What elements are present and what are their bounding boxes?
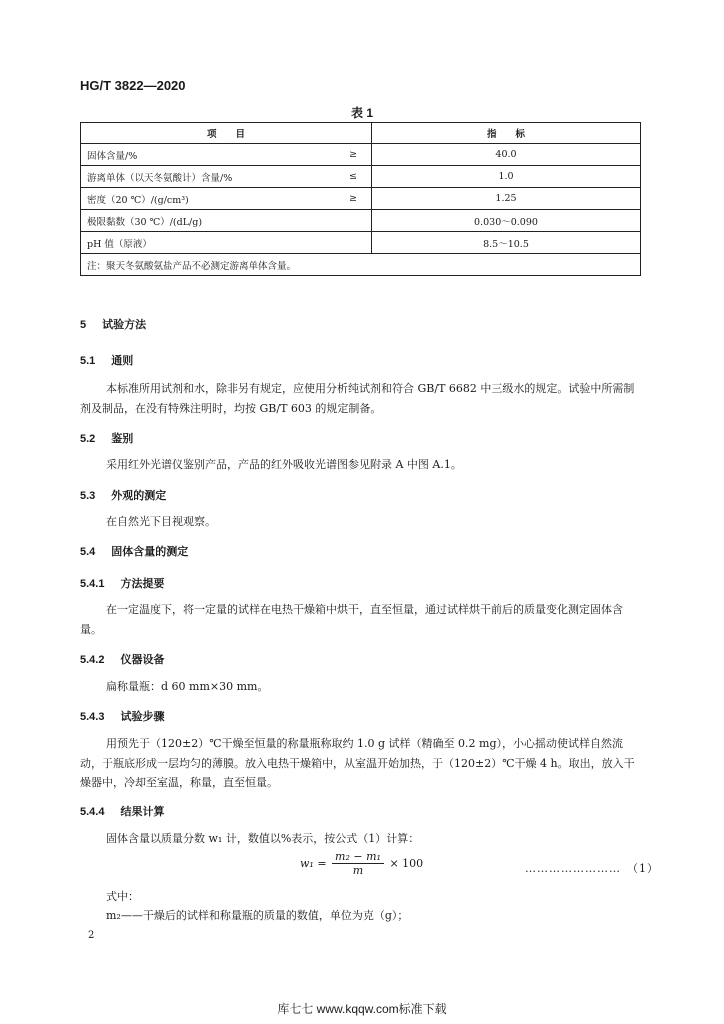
section-5-4-3-heading	[80, 708, 164, 724]
row-name: 极限黏数（30 ℃）/(dL/g)	[81, 210, 336, 232]
formula-label-line	[525, 860, 659, 876]
table-caption: 表 1	[350, 106, 373, 120]
page-number: 2	[88, 930, 95, 941]
section-title: 仪器设备	[120, 654, 165, 666]
table-note-row	[81, 254, 641, 276]
row-value: 1.25	[372, 188, 641, 210]
section-number: 5.4.4	[80, 806, 105, 818]
table-row	[81, 188, 641, 210]
formula-lhs: w₁ =	[300, 857, 327, 870]
row-value: 1.0	[372, 166, 641, 188]
row-symbol: ≥	[335, 188, 372, 210]
section-5-2-heading	[80, 430, 133, 446]
section-5-4-4-text: 固体含量以质量分数 w₁ 计，数值以%表示，按公式（1）计算：	[106, 832, 420, 845]
table-header-row	[81, 123, 641, 144]
where-intro: 式中：	[106, 890, 139, 903]
section-5-heading	[80, 316, 146, 332]
table-row	[81, 232, 641, 254]
section-title: 结果计算	[120, 806, 165, 818]
table-row	[81, 210, 641, 232]
section-number: 5.4.3	[80, 711, 105, 723]
row-symbol	[335, 210, 372, 232]
formula-label: （1）	[627, 862, 659, 875]
section-5-4-1-heading	[80, 575, 164, 591]
row-symbol: ≥	[335, 144, 372, 166]
section-title: 通则	[111, 355, 134, 367]
section-5-3-text: 在自然光下目视观察。	[106, 515, 216, 528]
section-number: 5.4	[80, 546, 96, 558]
row-name: 游离单体（以天冬氨酸计）含量/%	[81, 166, 336, 188]
section-number: 5	[80, 319, 87, 331]
table-row	[81, 144, 641, 166]
formula-denominator: m	[352, 864, 364, 877]
table-note: 注：聚天冬氨酸氨盐产品不必测定游离单体含量。	[81, 254, 641, 276]
row-symbol	[335, 232, 372, 254]
table-row	[81, 166, 641, 188]
section-number: 5.4.2	[80, 654, 105, 666]
row-name: 密度（20 ℃）/(g/cm³)	[81, 188, 336, 210]
section-title: 方法提要	[120, 578, 165, 590]
section-5-1-heading	[80, 352, 133, 368]
row-value: 40.0	[372, 144, 641, 166]
section-5-4-1-text: 在一定温度下，将一定量的试样在电热干燥箱中烘干，直至恒量，通过试样烘干前后的质量变化测定固体含量。	[80, 603, 623, 636]
section-5-4-2-heading	[80, 651, 164, 667]
section-5-4-2-text: 扁称量瓶：d 60 mm×30 mm。	[106, 680, 269, 693]
formula-dots: ……………………	[525, 862, 621, 875]
row-value: 0.030～0.090	[372, 210, 641, 232]
spec-table	[80, 122, 641, 276]
section-title: 外观的测定	[111, 490, 167, 502]
where-m2-definition: m₂——干燥后的试样和称量瓶的质量的数值，单位为克（g）；	[106, 909, 409, 922]
row-symbol: ≤	[335, 166, 372, 188]
section-title: 试验步骤	[120, 711, 165, 723]
section-5-4-4-heading	[80, 803, 164, 819]
col-header-item: 项 目	[81, 123, 372, 144]
col-header-value: 指 标	[372, 123, 641, 144]
row-name: pH 值（原液）	[81, 232, 336, 254]
watermark-footer: 库七七 www.kqqw.com标准下载	[277, 1002, 447, 1016]
section-title: 固体含量的测定	[111, 546, 189, 558]
section-number: 5.1	[80, 355, 96, 367]
section-number: 5.4.1	[80, 578, 105, 590]
section-title: 鉴别	[111, 433, 134, 445]
section-number: 5.3	[80, 490, 96, 502]
formula-numerator: m₂ − m₁	[332, 850, 384, 864]
formula-fraction	[332, 850, 384, 877]
section-title: 试验方法	[102, 319, 147, 331]
section-5-4-3-text: 用预先于（120±2）℃干燥至恒量的称量瓶称取约 1.0 g 试样（精确至 0.2 mg），小心摇动使试样自然流动，于瓶底形成一层均匀的薄膜。放入电热干燥箱中，从室温开始加热，于（120±2）℃干燥 4 h。取出，放入干燥器中，冷却至室温，称量，直至恒量。	[80, 737, 635, 789]
section-number: 5.2	[80, 433, 96, 445]
row-name: 固体含量/%	[81, 144, 336, 166]
section-5-1-text: 本标准所用试剂和水，除非另有规定，应使用分析纯试剂和符合 GB/T 6682 中三级水的规定。试验中所需制剂及制品，在没有特殊注明时，均按 GB/T 603 的规定制备。	[80, 382, 635, 415]
section-5-4-heading	[80, 543, 188, 559]
section-5-2-text: 采用红外光谱仪鉴别产品，产品的红外吸收光谱图参见附录 A 中图 A.1。	[106, 458, 462, 471]
section-5-3-heading	[80, 487, 166, 503]
standard-code-header: HG/T 3822—2020	[80, 78, 186, 93]
row-value: 8.5～10.5	[372, 232, 641, 254]
formula-rhs: × 100	[389, 857, 424, 870]
